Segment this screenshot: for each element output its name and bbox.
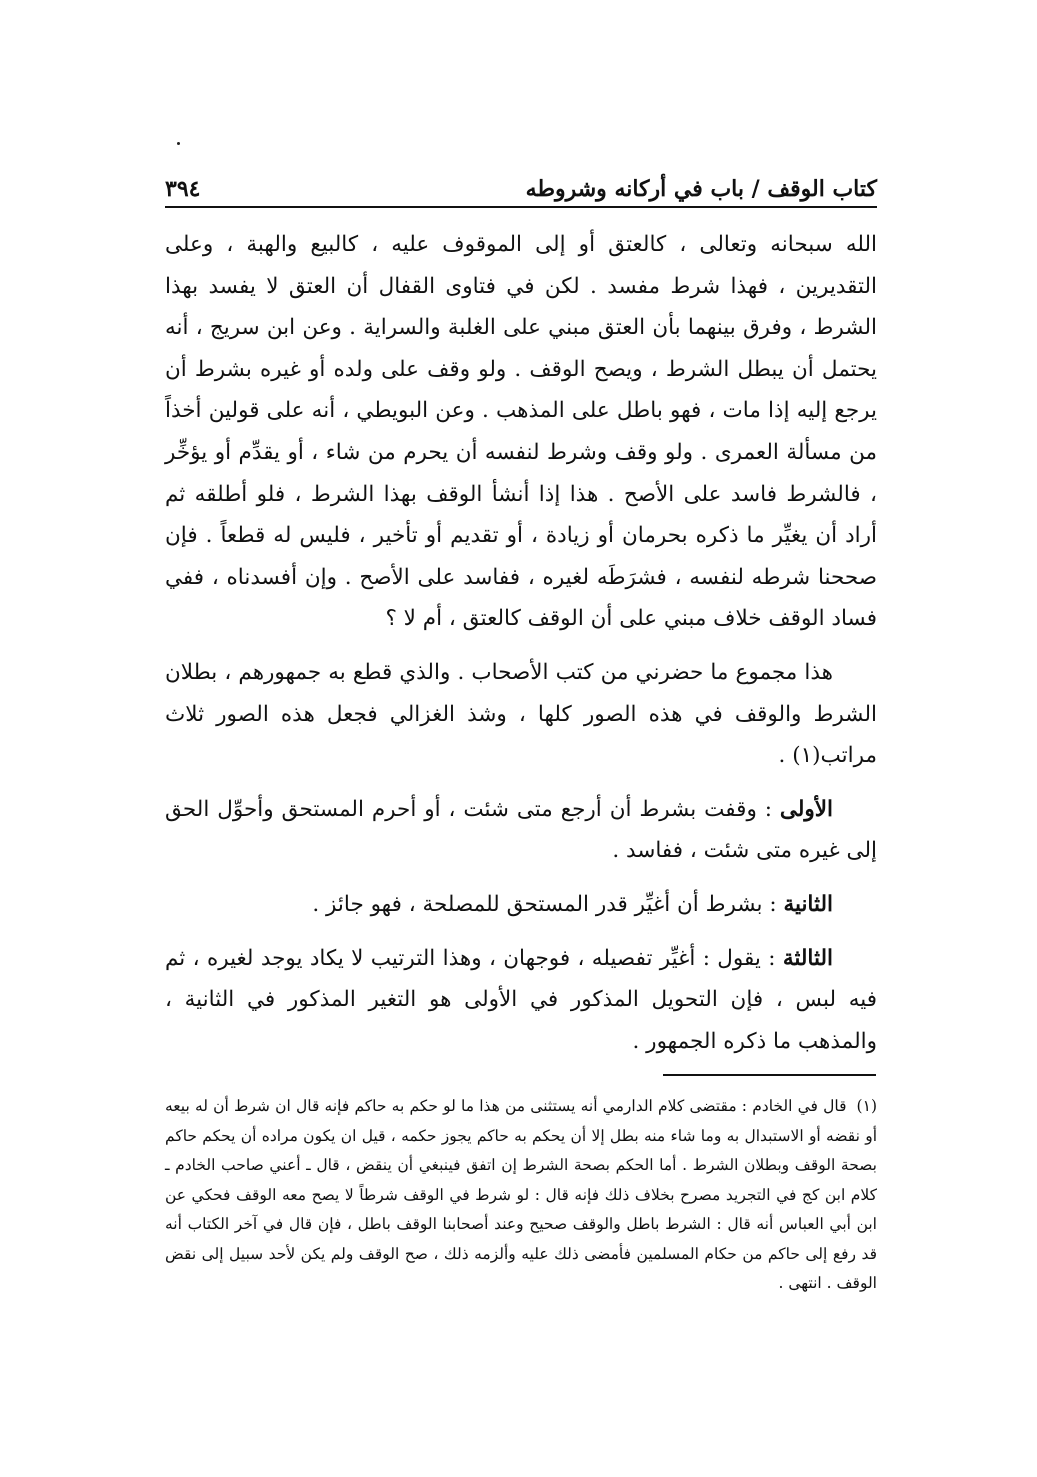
footnote-1 xyxy=(165,1092,877,1299)
running-header xyxy=(165,168,877,202)
header-rule xyxy=(165,206,877,208)
paragraph-third-rank xyxy=(165,938,877,1063)
second-rank-text: : بشرط أن أغيِّر قدر المستحق للمصلحة ، فهو جائز . xyxy=(312,891,784,917)
stray-dot-mark xyxy=(177,142,180,145)
running-title: كتاب الوقف / باب في أركانه وشروطه xyxy=(525,176,877,202)
first-rank-text: : وقفت بشرط أن أرجع متى شئت ، أو أحرم المستحق وأحوِّل الحق إلى غيره متى شئت ، ففاسد . xyxy=(165,796,877,864)
footnotes xyxy=(165,1092,877,1299)
second-rank-label: الثانية xyxy=(783,891,833,917)
paragraph-2: هذا مجموع ما حضرني من كتب الأصحاب . والذي قطع به جمهورهم ، بطلان الشرط والوقف في هذه الصور كلها ، وشذ الغزالي فجعل هذه الصور ثلاث مراتب(١) . xyxy=(165,659,877,769)
first-rank-label: الأولى xyxy=(779,796,833,822)
third-rank-text: : يقول : أغيِّر تفصيله ، فوجهان ، وهذا الترتيب لا يكاد يوجد لغيره ، ثم فيه لبس ، فإن التحويل المذكور في الأولى هو التغير المذكور في الثانية ، والمذهب ما ذكره الجمهور . xyxy=(165,945,877,1054)
paragraph-1: الله سبحانه وتعالى ، كالعتق أو إلى الموقوف عليه ، كالبيع والهبة ، وعلى التقديرين ، فهذا شرط مفسد . لكن في فتاوى القفال أن العتق لا يفسد بهذا الشرط ، وفرق بينهما بأن العتق مبني على الغلبة والسراية . وعن ابن سريج ، أنه يحتمل أن يبطل الشرط ، ويصح الوقف . ولو وقف على ولده أو غيره بشرط أن يرجع إليه إذا مات ، فهو باطل على المذهب . وعن البويطي ، أنه على قولين أخذاً من مسألة العمرى . ولو وقف وشرط لنفسه أن يحرم من شاء ، أو يقدِّم أو يؤخِّر ، فالشرط فاسد على الأصح . هذا إذا أنشأ الوقف بهذا الشرط ، فلو أطلقه ثم أراد أن يغيِّر ما ذكره بحرمان أو زيادة ، أو تقديم أو تأخير ، فليس له قطعاً . فإن صححنا شرطه لنفسه ، فشرَطَه لغيره ، ففاسد على الأصح . وإن أفسدناه ، ففي فساد الوقف خلاف مبني على أن الوقف كالعتق ، أم لا ؟ xyxy=(165,232,877,632)
paragraph-first-rank xyxy=(165,789,877,872)
paragraph-second-rank xyxy=(165,884,877,926)
main-text xyxy=(165,224,877,1062)
footnote-rule xyxy=(663,1074,876,1076)
third-rank-label: الثالثة xyxy=(782,945,833,971)
footnote-marker: (١) xyxy=(856,1097,877,1115)
footnote-text: قال في الخادم : مقتضى كلام الدارمي أنه يستثنى من هذا ما لو حكم به حاكم فإنه قال ان شرط أن له بيعه أو نقضه أو الاستبدال به وما شاء منه بطل إلا أن يحكم به حاكم يجوز حكمه ، قيل ان يكون مراده أن يحكم حاكم بصحة الوقف وبطلان الشرط . أما الحكم بصحة الشرط إن اتفق فينبغي أن ينقض ، قال ـ أعني صاحب الخادم ـ كلام ابن كج في التجريد مصرح بخلاف ذلك فإنه قال : لو شرط في الوقف شرطاً لا يصح معه الوقف فحكي عن ابن أبي العباس أنه قال : الشرط باطل والوقف صحيح وعند أصحابنا الوقف باطل ، فإن قال في آخر الكتاب أنه قد رفع إلى حاكم من حكام المسلمين فأمضى ذلك عليه وألزمه ذلك ، صح الوقف ولم يكن لأحد سبيل إلى نقض الوقف . انتهى . xyxy=(165,1097,877,1292)
page-number: ٣٩٤ xyxy=(165,176,201,202)
